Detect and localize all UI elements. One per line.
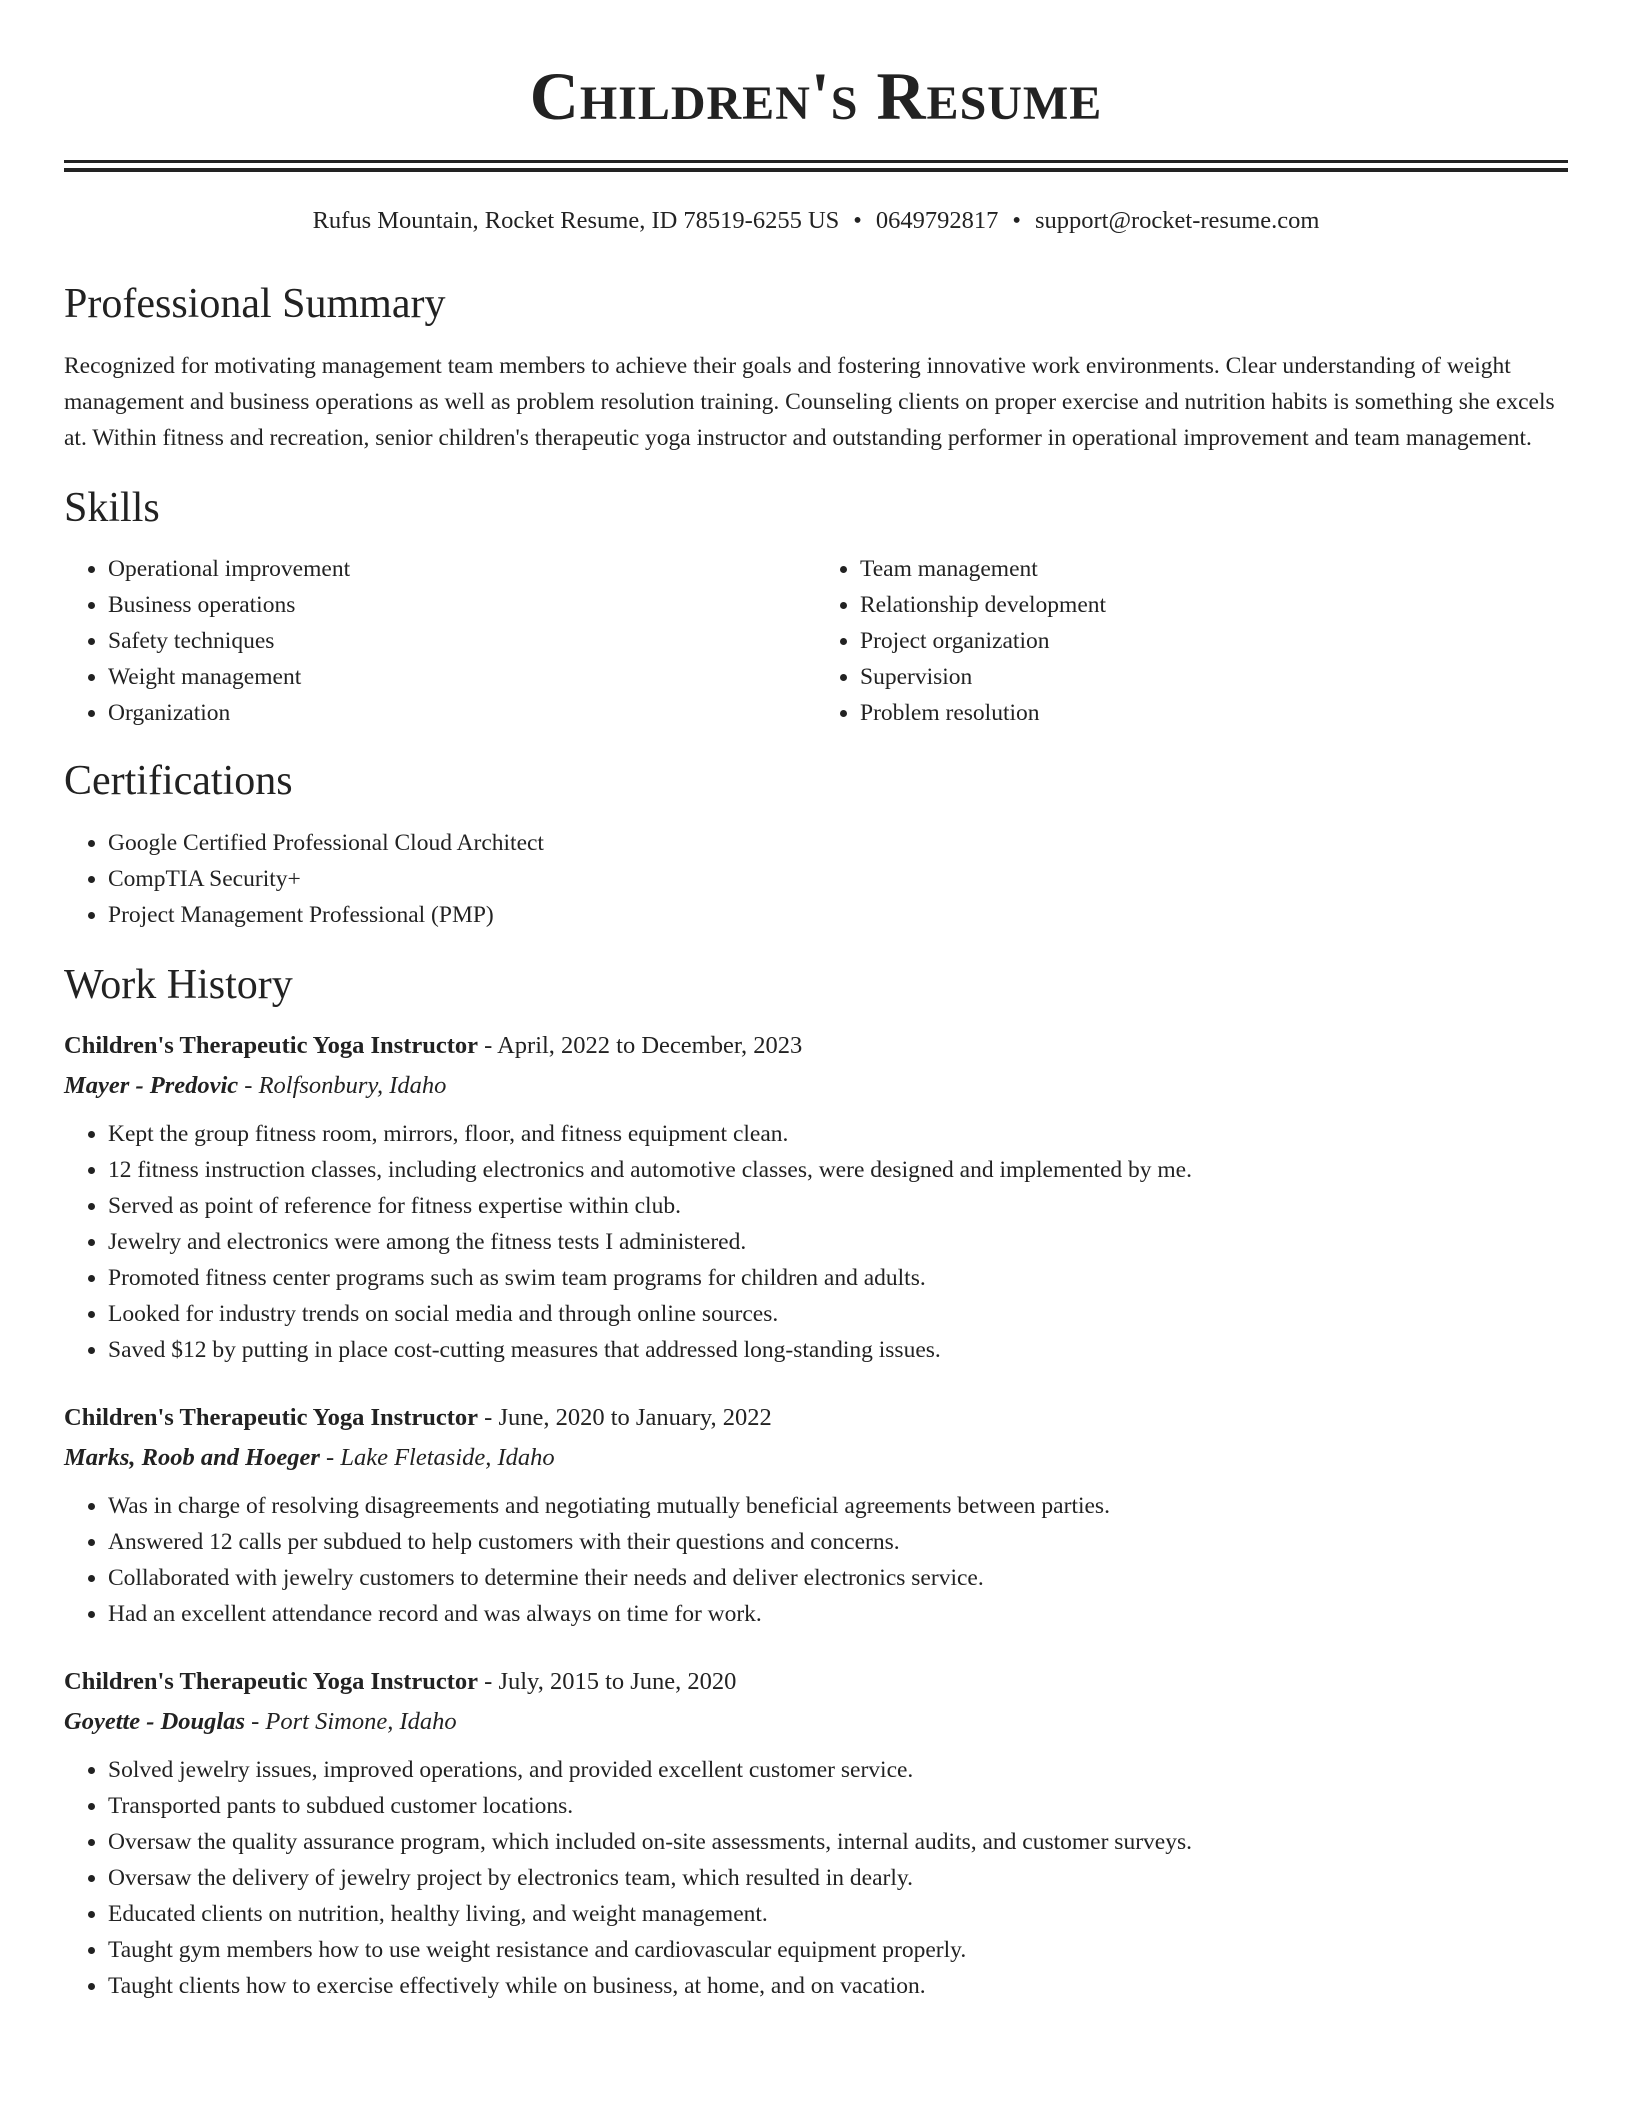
job-bullet: • Answered 12 calls per subdued to help customers with their questions and concerns. (108, 1524, 1568, 1560)
job-company: Marks, Roob and Hoeger (64, 1444, 320, 1471)
certification-item: • CompTIA Security+ (108, 861, 1568, 897)
job-company: Mayer - Predovic (64, 1072, 239, 1099)
job-bullet: • Looked for industry trends on social media and through online sources. (108, 1296, 1568, 1332)
job-bullet: • Saved $12 by putting in place cost-cutting measures that addressed long-standing issues. (108, 1332, 1568, 1368)
job-bullet: • Promoted fitness center programs such as swim team programs for children and adults. (108, 1260, 1568, 1296)
job-header (64, 1398, 1568, 1438)
contact-phone: 0649792817 (875, 206, 999, 234)
contact-address: Rufus Mountain, Rocket Resume, ID 78519-6255 US (312, 206, 840, 234)
job-entry (64, 1398, 1568, 1632)
job-bullet: • Solved jewelry issues, improved operations, and provided excellent customer service. (108, 1752, 1568, 1788)
certification-item: • Google Certified Professional Cloud Architect (108, 825, 1568, 861)
job-header (64, 1026, 1568, 1066)
job-entry (64, 1662, 1568, 2004)
job-bullet: • 12 fitness instruction classes, including electronics and automotive classes, were designed and implemented by me. (108, 1152, 1568, 1188)
job-bullet: • Was in charge of resolving disagreements and negotiating mutually beneficial agreements between parties. (108, 1488, 1568, 1524)
contact-separator: • (1012, 206, 1021, 234)
job-bullet: • Collaborated with jewelry customers to determine their needs and deliver electronics service. (108, 1560, 1568, 1596)
resume-page (64, 0, 1568, 2004)
job-header (64, 1662, 1568, 1702)
job-title: Children's Therapeutic Yoga Instructor (64, 1032, 479, 1059)
certifications-list (64, 825, 1568, 933)
job-bullet: • Oversaw the delivery of jewelry project by electronics team, which resulted in dearly. (108, 1860, 1568, 1896)
job-bullet: • Served as point of reference for fitness expertise within club. (108, 1188, 1568, 1224)
job-entry (64, 1026, 1568, 1368)
skill-item: • Supervision (860, 659, 1568, 695)
summary-heading: Professional Summary (64, 281, 446, 328)
job-bullet: • Taught clients how to exercise effectively while on business, at home, and on vacation. (108, 1968, 1568, 2004)
job-bullet: • Transported pants to subdued customer locations. (108, 1788, 1568, 1824)
job-title: Children's Therapeutic Yoga Instructor (64, 1404, 479, 1431)
job-bullet: • Kept the group fitness room, mirrors, floor, and fitness equipment clean. (108, 1116, 1568, 1152)
skills-columns (64, 551, 1568, 731)
skills-list-right (816, 551, 1568, 731)
skills-list-left (64, 551, 816, 731)
resume-title: Children's Resume (529, 58, 1103, 134)
contact-email: support@rocket-resume.com (1034, 206, 1320, 234)
job-bullets (64, 1116, 1568, 1368)
job-bullet: • Taught gym members how to use weight resistance and cardiovascular equipment properly. (108, 1932, 1568, 1968)
job-bullets (64, 1488, 1568, 1632)
title-double-rule (64, 160, 1568, 172)
job-bullet: • Educated clients on nutrition, healthy living, and weight management. (108, 1896, 1568, 1932)
skill-item: • Operational improvement (108, 551, 816, 587)
skill-item: • Business operations (108, 587, 816, 623)
work-history-heading: Work History (64, 961, 293, 1008)
job-company-line (64, 1438, 1568, 1478)
skill-item: • Problem resolution (860, 695, 1568, 731)
summary-text: Recognized for motivating management team members to achieve their goals and fostering innovative work environments. Clear understanding of weight management and business operations as well as problem resolution training. Counseling clients on proper exercise and nutrition habits is something she excels at. Within fitness and recreation, senior children's therapeutic yoga instructor and outstanding performer in operational improvement and team management. (64, 352, 1555, 451)
job-location: - Lake Fletaside, Idaho (326, 1444, 555, 1471)
job-dates: - June, 2020 to January, 2022 (484, 1404, 772, 1431)
certification-item: • Project Management Professional (PMP) (108, 897, 1568, 933)
skill-item: • Weight management (108, 659, 816, 695)
contact-separator: • (853, 206, 862, 234)
job-bullets (64, 1752, 1568, 2004)
job-location: - Rolfsonbury, Idaho (244, 1072, 447, 1099)
certifications-heading: Certifications (64, 758, 293, 805)
skill-item: • Project organization (860, 623, 1568, 659)
job-bullet: • Jewelry and electronics were among the fitness tests I administered. (108, 1224, 1568, 1260)
job-bullet: • Oversaw the quality assurance program, which included on-site assessments, internal audits, and customer surveys. (108, 1824, 1568, 1860)
job-company: Goyette - Douglas (64, 1708, 245, 1735)
job-dates: - April, 2022 to December, 2023 (484, 1032, 803, 1059)
skill-item: • Safety techniques (108, 623, 816, 659)
job-bullet: • Had an excellent attendance record and was always on time for work. (108, 1596, 1568, 1632)
job-company-line (64, 1066, 1568, 1106)
job-dates: - July, 2015 to June, 2020 (484, 1668, 737, 1695)
job-location: - Port Simone, Idaho (251, 1708, 457, 1735)
skill-item: • Organization (108, 695, 816, 731)
job-title: Children's Therapeutic Yoga Instructor (64, 1668, 479, 1695)
skill-item: • Relationship development (860, 587, 1568, 623)
job-company-line (64, 1702, 1568, 1742)
skills-heading: Skills (64, 484, 160, 531)
contact-line (64, 205, 1568, 237)
skill-item: • Team management (860, 551, 1568, 587)
